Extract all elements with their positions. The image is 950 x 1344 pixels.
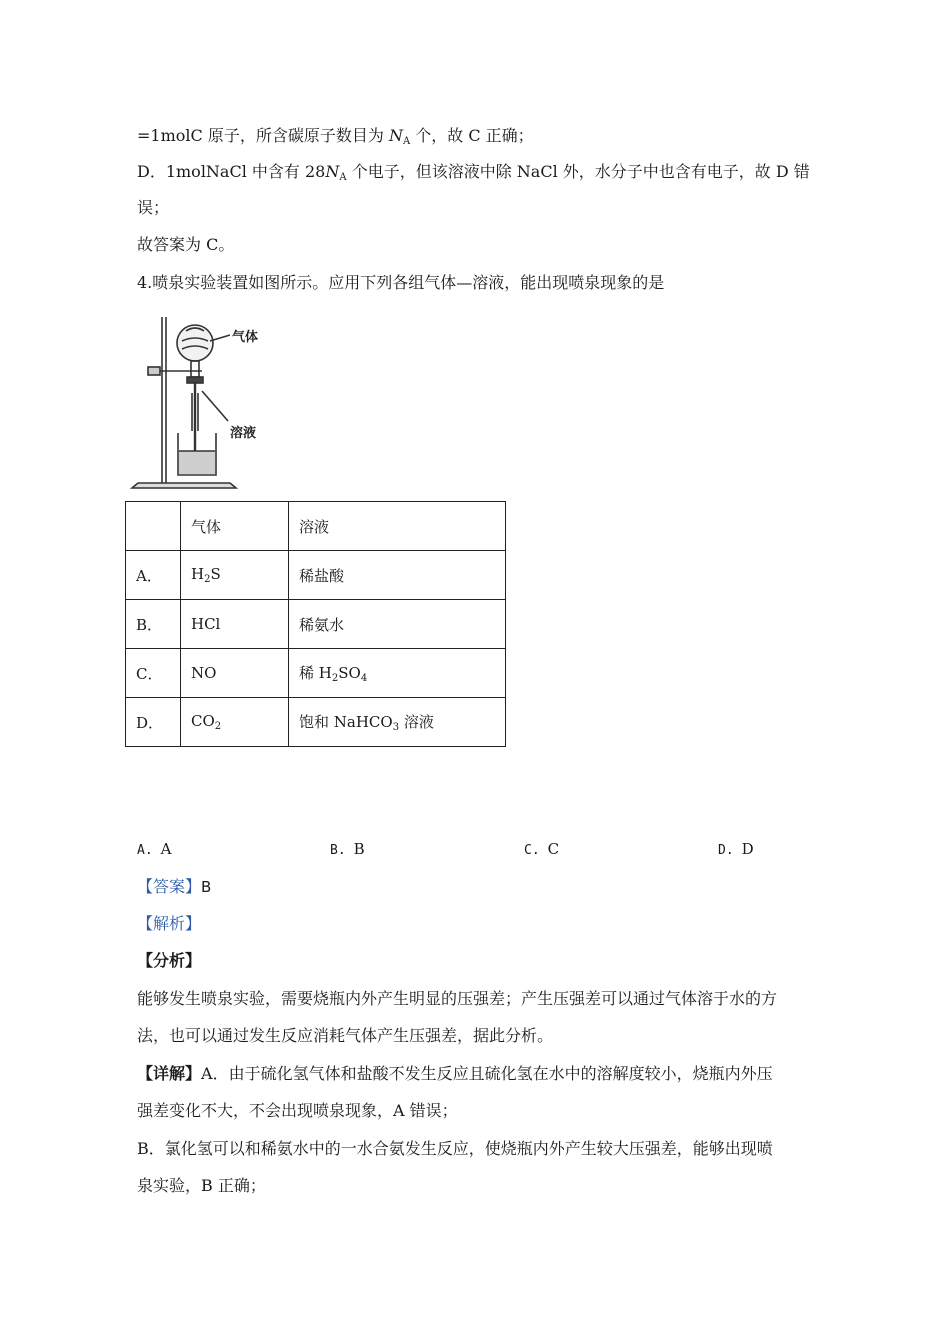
table-cell-solution [289,649,506,698]
detail-line-2: 强差变化不大，不会出现喷泉现象，A 错误； [137,1101,458,1120]
text-fragment: =1molC 原子，所含碳原子数目为 [137,126,389,145]
text-fragment: 个电子，但该溶液中除 NaCl 外，水分子中也含有电子，故 D 错 [346,162,810,181]
detail-tag: 【详解】 [137,1064,202,1083]
table-cell-solution [289,698,506,747]
table-cell-solution: 稀氨水 [289,600,506,649]
subscript: 4 [360,673,368,684]
subscript: 2 [204,574,211,585]
formula-part: H [191,565,205,583]
choice-key: A. [137,843,153,858]
subscript: A [402,136,411,147]
table-cell-gas [181,698,289,747]
choice-value: C [547,840,560,858]
fountain-apparatus-figure [130,313,280,493]
subscript: A [339,172,347,183]
stopper [187,377,203,383]
choice-c[interactable] [524,840,559,858]
answer-tag: 【答案】 [137,877,202,896]
subscript: 2 [331,673,339,684]
formula-part: 饱和 NaHCO [299,713,393,731]
clamp-knob [148,367,160,375]
formula-part: S [210,565,221,583]
italic-symbol: N [388,126,403,145]
table-row [126,649,506,698]
text-line-2 [137,161,810,189]
table-cell-option: A． [126,551,181,600]
italic-symbol: N [325,162,340,181]
choice-key: C. [524,843,540,858]
gas-solution-table [125,501,506,747]
choice-a[interactable] [137,840,172,858]
table-row [126,551,506,600]
table-header-gas: 气体 [181,502,289,551]
table-row [126,600,506,649]
detail-line-3: B．氯化氢可以和稀氨水中的一水合氨发生反应，使烧瓶内外产生较大压强差，能够出现喷 [137,1139,773,1158]
beaker-solution [179,451,215,474]
table-cell-gas: NO [181,649,289,698]
choice-b[interactable] [330,840,365,858]
choice-value: A [160,840,172,858]
table-cell-option: D． [126,698,181,747]
table-cell-gas [181,551,289,600]
text-line-3: 误； [137,198,170,217]
detail-text: A．由于硫化氢气体和盐酸不发生反应且硫化氢在水中的溶解度较小，烧瓶内外压 [201,1064,773,1083]
detail-line-4: 泉实验，B 正确； [137,1176,266,1195]
formula-part: SO [338,664,361,682]
round-flask [177,325,213,361]
answer-line [137,876,211,898]
formula-part: 稀 H [299,664,332,682]
choice-value: B [353,840,365,858]
subscript: 3 [392,722,400,733]
fenxi-tag: 【分析】 [137,951,202,970]
table-cell-gas: HCl [181,600,289,649]
text-fragment: D．1molNaCl 中含有 28 [137,162,326,181]
table-cell-option: B． [126,600,181,649]
fenxi-line-2: 法，也可以通过发生反应消耗气体产生压强差，据此分析。 [137,1026,554,1045]
fenxi-line-1: 能够发生喷泉实验，需要烧瓶内外产生明显的压强差；产生压强差可以通过气体溶于水的方 [137,989,778,1008]
table-header-solution: 溶液 [289,502,506,551]
choice-key: B. [330,843,346,858]
formula-part: 溶液 [399,713,434,731]
formula-part: CO [191,712,215,730]
text-line-4: 故答案为 C。 [137,235,235,254]
answer-value: B [201,878,212,896]
analysis-tag: 【解析】 [137,914,202,933]
question-4-stem: 4.喷泉实验装置如图所示。应用下列各组气体—溶液，能出现喷泉现象的是 [137,273,665,292]
table-cell-option: C． [126,649,181,698]
text-fragment: 个，故 C 正确； [410,126,534,145]
table-cell-solution: 稀盐酸 [289,551,506,600]
choice-value: D [741,840,754,858]
text-line-1 [137,125,534,153]
figure-label-gas: 气体 [232,330,259,345]
subscript: 2 [214,721,222,732]
table-cell [126,502,181,551]
stand-base [132,483,236,488]
table-row [126,698,506,747]
solution-pointer-line [202,391,228,421]
choice-d[interactable] [718,840,754,858]
choice-key: D. [718,843,734,858]
detail-line-1 [137,1063,773,1085]
table-header-row [126,502,506,551]
figure-label-solution: 溶液 [230,426,257,441]
